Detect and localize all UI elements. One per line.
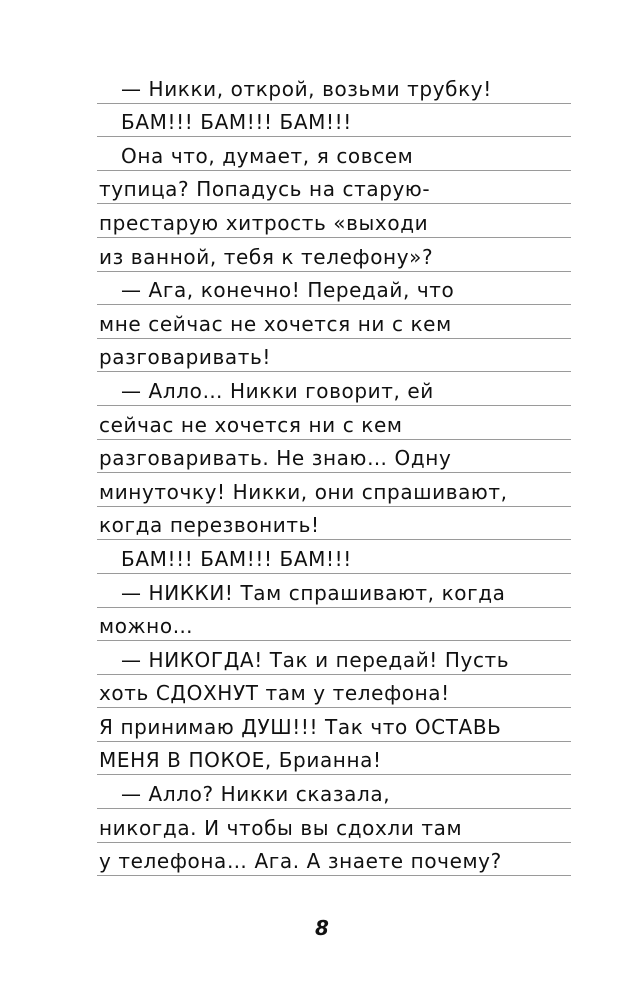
text-line-content: можно…: [99, 614, 194, 639]
text-line-content: Она что, думает, я совсем: [121, 143, 414, 168]
text-line-content: мне сейчас не хочется ни с кем: [99, 311, 452, 336]
text-line: [97, 809, 571, 843]
text-line-content: — Алло? Никки сказала,: [121, 782, 391, 807]
text-line-content: — Алло… Никки говорит, ей: [121, 378, 434, 403]
text-line: [97, 708, 571, 742]
text-line-content: — НИКОГДА! Так и передай! Пусть: [121, 647, 510, 672]
text-line-content: престарую хитрость «выходи: [99, 210, 429, 235]
text-line-content: — Никки, открой, возьми трубку!: [121, 76, 492, 101]
text-line-content: хоть СДОХНУТ там у телефона!: [99, 681, 450, 706]
text-line: [97, 843, 571, 877]
text-line: [97, 440, 571, 474]
text-line-content: сейчас не хочется ни с кем: [99, 412, 403, 437]
text-line: [97, 675, 571, 709]
text-line: [97, 540, 571, 574]
text-line-content: когда перезвонить!: [99, 513, 320, 538]
text-line: [97, 742, 571, 776]
ruled-text-block: [97, 70, 571, 876]
text-line-content: МЕНЯ В ПОКОЕ, Брианна!: [99, 748, 382, 773]
text-line: [97, 272, 571, 306]
text-line-content: — НИККИ! Там спрашивают, когда: [121, 580, 506, 605]
text-line: [97, 473, 571, 507]
text-line: [97, 339, 571, 373]
text-line-content: разговаривать!: [99, 345, 271, 370]
text-line: [97, 775, 571, 809]
text-line: [97, 608, 571, 642]
text-line: [97, 372, 571, 406]
text-line-content: БАМ!!! БАМ!!! БАМ!!!: [121, 110, 352, 135]
page-number: 8: [315, 916, 329, 940]
text-line-content: — Ага, конечно! Передай, что: [121, 278, 455, 303]
text-line-content: БАМ!!! БАМ!!! БАМ!!!: [121, 546, 352, 571]
text-line: [97, 70, 571, 104]
text-line: [97, 507, 571, 541]
text-line: [97, 171, 571, 205]
text-line: [97, 305, 571, 339]
text-line: [97, 104, 571, 138]
text-line-content: никогда. И чтобы вы сдохли там: [99, 815, 463, 840]
text-line: [97, 238, 571, 272]
text-line-content: из ванной, тебя к телефону»?: [99, 244, 434, 269]
text-line-content: минуточку! Никки, они спрашивают,: [99, 479, 508, 504]
text-line: [97, 137, 571, 171]
text-line: [97, 406, 571, 440]
text-line: [97, 204, 571, 238]
text-line-content: Я принимаю ДУШ!!! Так что ОСТАВЬ: [99, 714, 502, 739]
text-line: [97, 574, 571, 608]
text-line: [97, 641, 571, 675]
text-line-content: разговаривать. Не знаю… Одну: [99, 446, 452, 471]
text-line-content: у телефона… Ага. А знаете почему?: [99, 849, 502, 874]
text-line-content: тупица? Попадусь на старую-: [99, 177, 431, 202]
